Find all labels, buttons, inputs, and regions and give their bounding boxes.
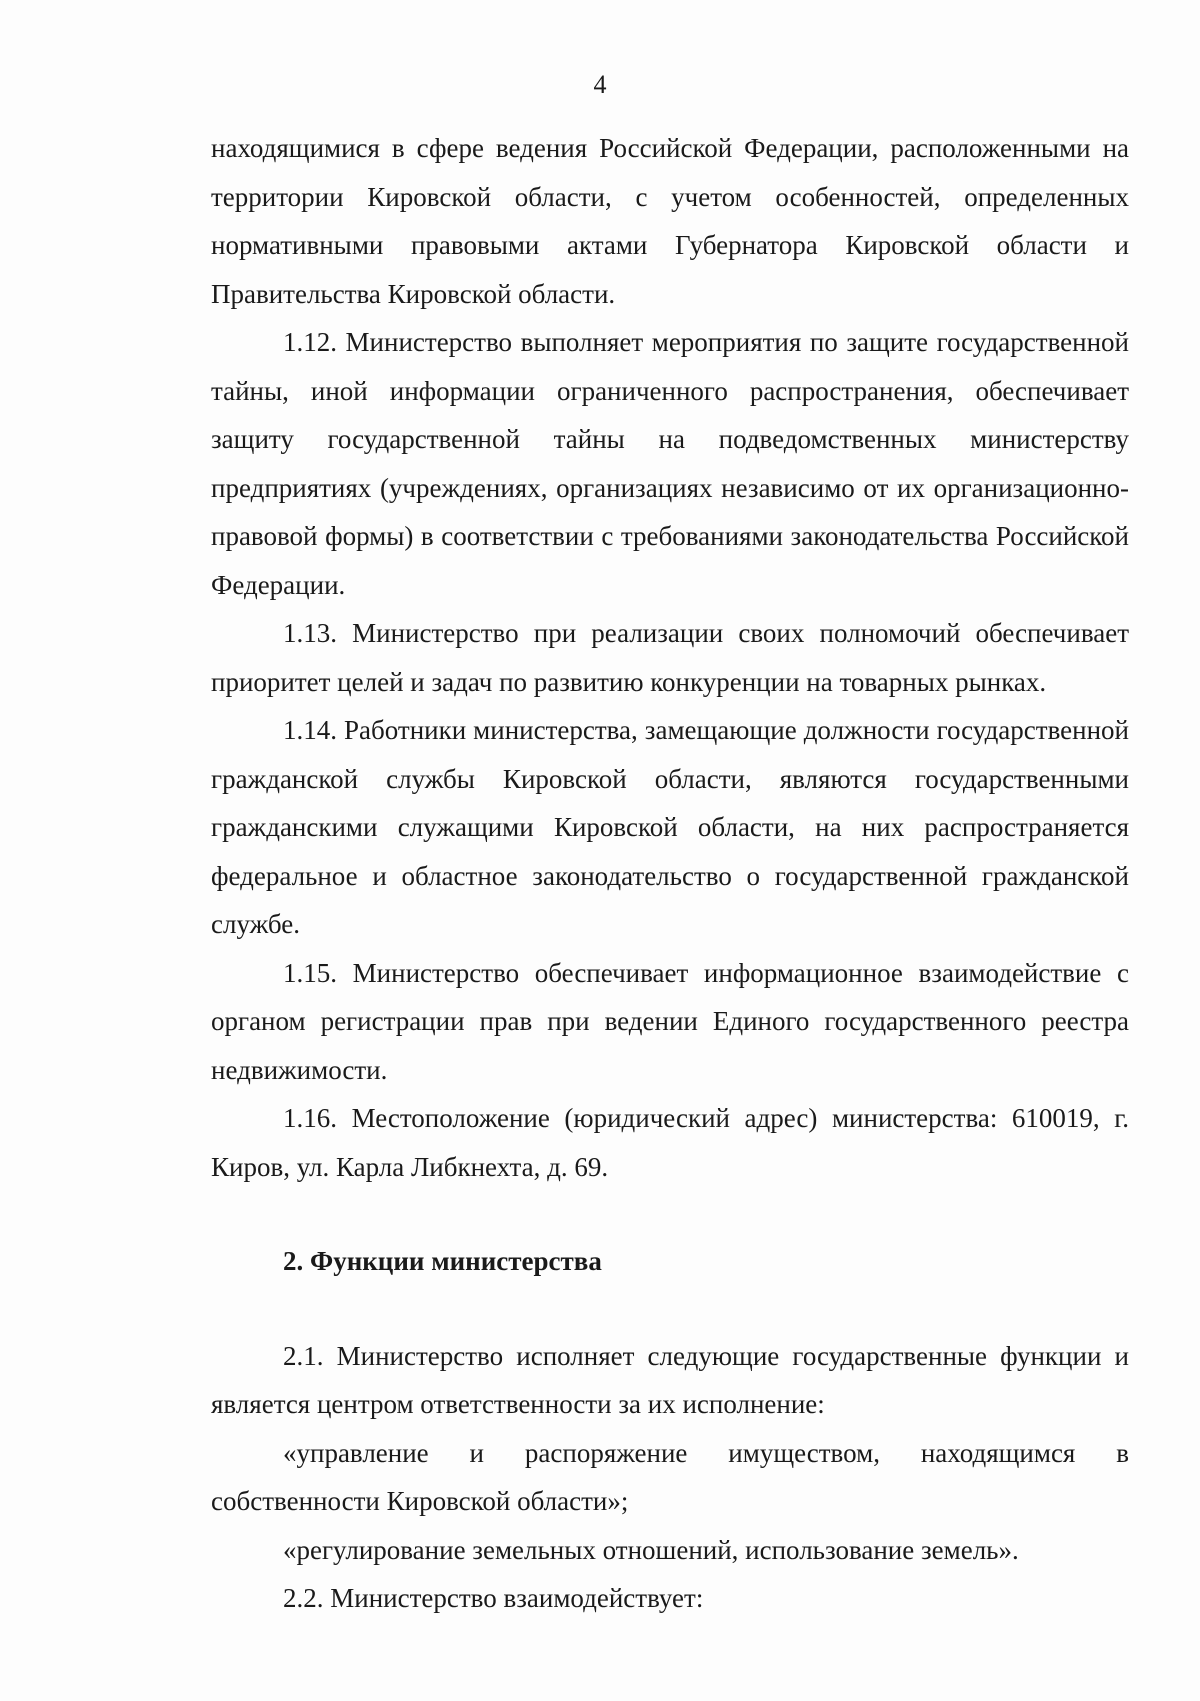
paragraph-2-2: 2.2. Министерство взаимодействует:: [283, 1583, 704, 1613]
paragraph-1-12: 1.12. Министерство выполняет мероприятия по защите государственной тайны, иной информации ограниченного распространения, обеспечивает защиту государственной тайны на подведомственных министерству предприятиях (учреждениях, организациях независимо от их организационно-правовой формы) в соответствии с требованиями законодательства Российской Федерации.: [211, 327, 1129, 600]
paragraph-function-property: «управление и распоряжение имуществом, находящимся в собственности Кировской области»;: [211, 1437, 1129, 1516]
paragraph-2-1: 2.1. Министерство исполняет следующие государственные функции и является центром ответственности за их исполнение:: [211, 1340, 1129, 1419]
section-heading: 2. Функции министерства: [283, 1246, 602, 1276]
paragraph-continuation: находящимися в сфере ведения Российской Федерации, расположенными на территории Кировской области, с учетом особенностей, определенных нормативными правовыми актами Губернатора Кировской области и Правительства Кировской области.: [211, 133, 1129, 309]
paragraph-1-13: 1.13. Министерство при реализации своих полномочий обеспечивает приоритет целей и задач по развитию конкуренции на товарных рынках.: [211, 618, 1129, 697]
paragraph-1-15: 1.15. Министерство обеспечивает информационное взаимодействие с органом регистрации прав при ведении Единого государственного реестра недвижимости.: [211, 957, 1129, 1085]
paragraph-1-16: 1.16. Местоположение (юридический адрес) министерства: 610019, г. Киров, ул. Карла Либкнехта, д. 69.: [211, 1103, 1129, 1182]
paragraph-1-14: 1.14. Работники министерства, замещающие должности государственной гражданской службы Кировской области, являются государственными гражданскими служащими Кировской области, на них распространяется федеральное и областное законодательство о государственной гражданской службе.: [211, 715, 1129, 939]
page-number: 4: [593, 70, 607, 99]
document-body: [211, 124, 1129, 1623]
paragraph-function-land: «регулирование земельных отношений, использование земель».: [283, 1534, 1019, 1565]
